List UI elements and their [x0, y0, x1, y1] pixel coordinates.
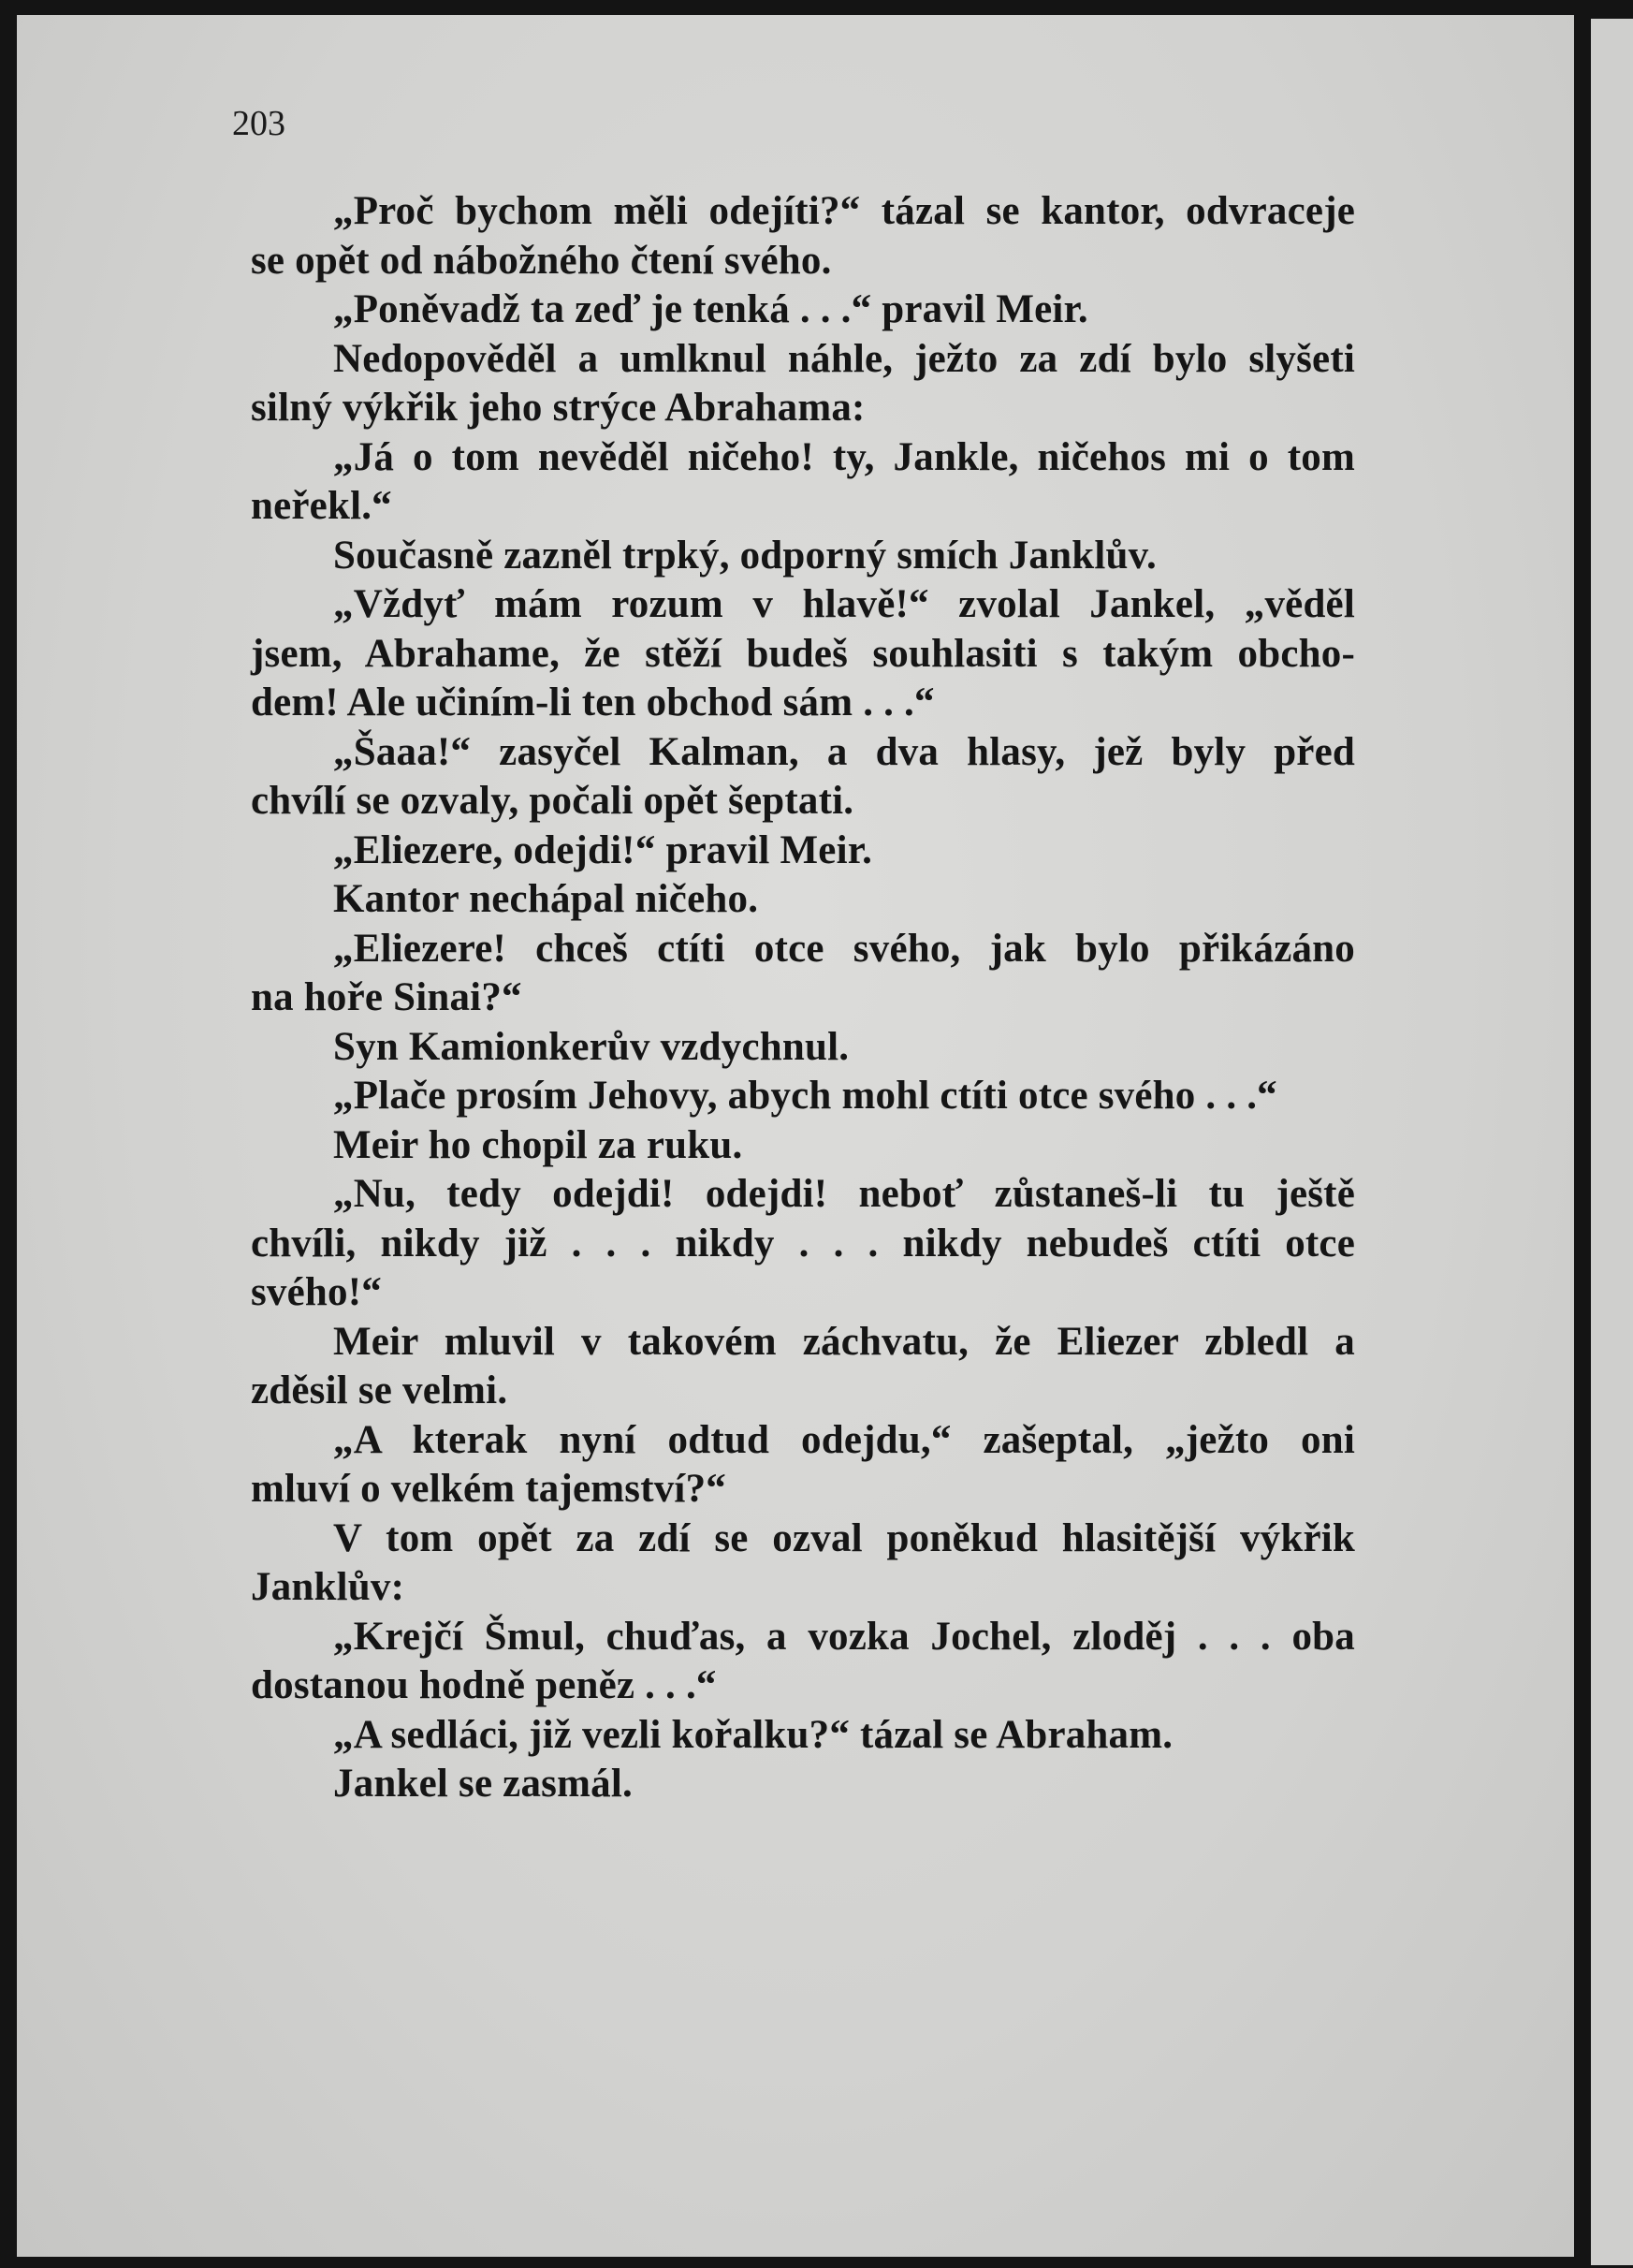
text-line: svého!“: [251, 1270, 382, 1314]
text-line: Meir mluvil v takovém záchvatu, že Eliezer zbledl a: [333, 1319, 1355, 1364]
adjacent-page-edge: [1591, 19, 1633, 2265]
text-line: „Vždyť mám rozum v hlavě!“ zvolal Jankel, „věděl: [333, 582, 1355, 626]
text-line: „Eliezere, odejdi!“ pravil Meir.: [333, 827, 873, 872]
text-line: „Já o tom nevěděl ničeho! ty, Jankle, ničehos mi o tom: [333, 434, 1355, 479]
text-line: neřekl.“: [251, 484, 392, 528]
text-line: chvíli, nikdy již . . . nikdy . . . nikdy nebudeš ctíti otce: [251, 1221, 1355, 1266]
text-line: zděsil se velmi.: [251, 1368, 508, 1412]
text-line: Současně zazněl trpký, odporný smích Janklův.: [333, 533, 1157, 578]
text-line: „Nu, tedy odejdi! odejdi! neboť zůstaneš-li tu ještě: [333, 1172, 1355, 1216]
text-line: „Eliezere! chceš ctíti otce svého, jak bylo přikázáno: [333, 926, 1355, 971]
text-line: Syn Kamionkerův vzdychnul.: [333, 1024, 850, 1069]
text-line: Nedopověděl a umlknul náhle, ježto za zdí bylo slyšeti: [333, 336, 1355, 381]
text-line: silný výkřik jeho strýce Abrahama:: [251, 386, 866, 430]
text-line: se opět od nábožného čtení svého.: [251, 238, 832, 283]
text-line: „Proč bychom měli odejíti?“ tázal se kantor, odvraceje: [333, 189, 1355, 233]
body-text: [251, 187, 1355, 1809]
text-line: na hoře Sinai?“: [251, 975, 522, 1019]
text-line: Kantor nechápal ničeho.: [333, 877, 759, 921]
text-line: dostanou hodně peněz . . .“: [251, 1663, 717, 1707]
text-line: Jankel se zasmál.: [333, 1762, 633, 1806]
text-line: „A kterak nyní odtud odejdu,“ zašeptal, „ježto oni: [333, 1417, 1355, 1462]
text-line: V tom opět za zdí se ozval poněkud hlasitější výkřik: [333, 1515, 1355, 1560]
text-line: dem! Ale učiním-li ten obchod sám . . .“: [251, 680, 935, 724]
text-line: mluví o velkém tajemství?“: [251, 1467, 726, 1511]
text-line: Janklův:: [251, 1565, 405, 1609]
text-line: „A sedláci, již vezli kořalku?“ tázal se Abraham.: [333, 1712, 1174, 1757]
page-number: 203: [232, 104, 285, 143]
text-line: chvílí se ozvaly, počali opět šeptati.: [251, 779, 854, 823]
text-line: „Krejčí Šmul, chuďas, a vozka Jochel, zloděj . . . oba: [333, 1614, 1355, 1659]
text-line: „Poněvadž ta zeď je tenká . . .“ pravil Meir.: [333, 287, 1088, 331]
text-line: jsem, Abrahame, že stěží budeš souhlasiti s takým obcho-: [251, 631, 1355, 676]
text-line: „Plače prosím Jehovy, abych mohl ctíti otce svého . . .“: [333, 1074, 1277, 1118]
text-line: „Šaaa!“ zasyčel Kalman, a dva hlasy, jež byly před: [333, 729, 1355, 774]
text-line: Meir ho chopil za ruku.: [333, 1122, 743, 1167]
